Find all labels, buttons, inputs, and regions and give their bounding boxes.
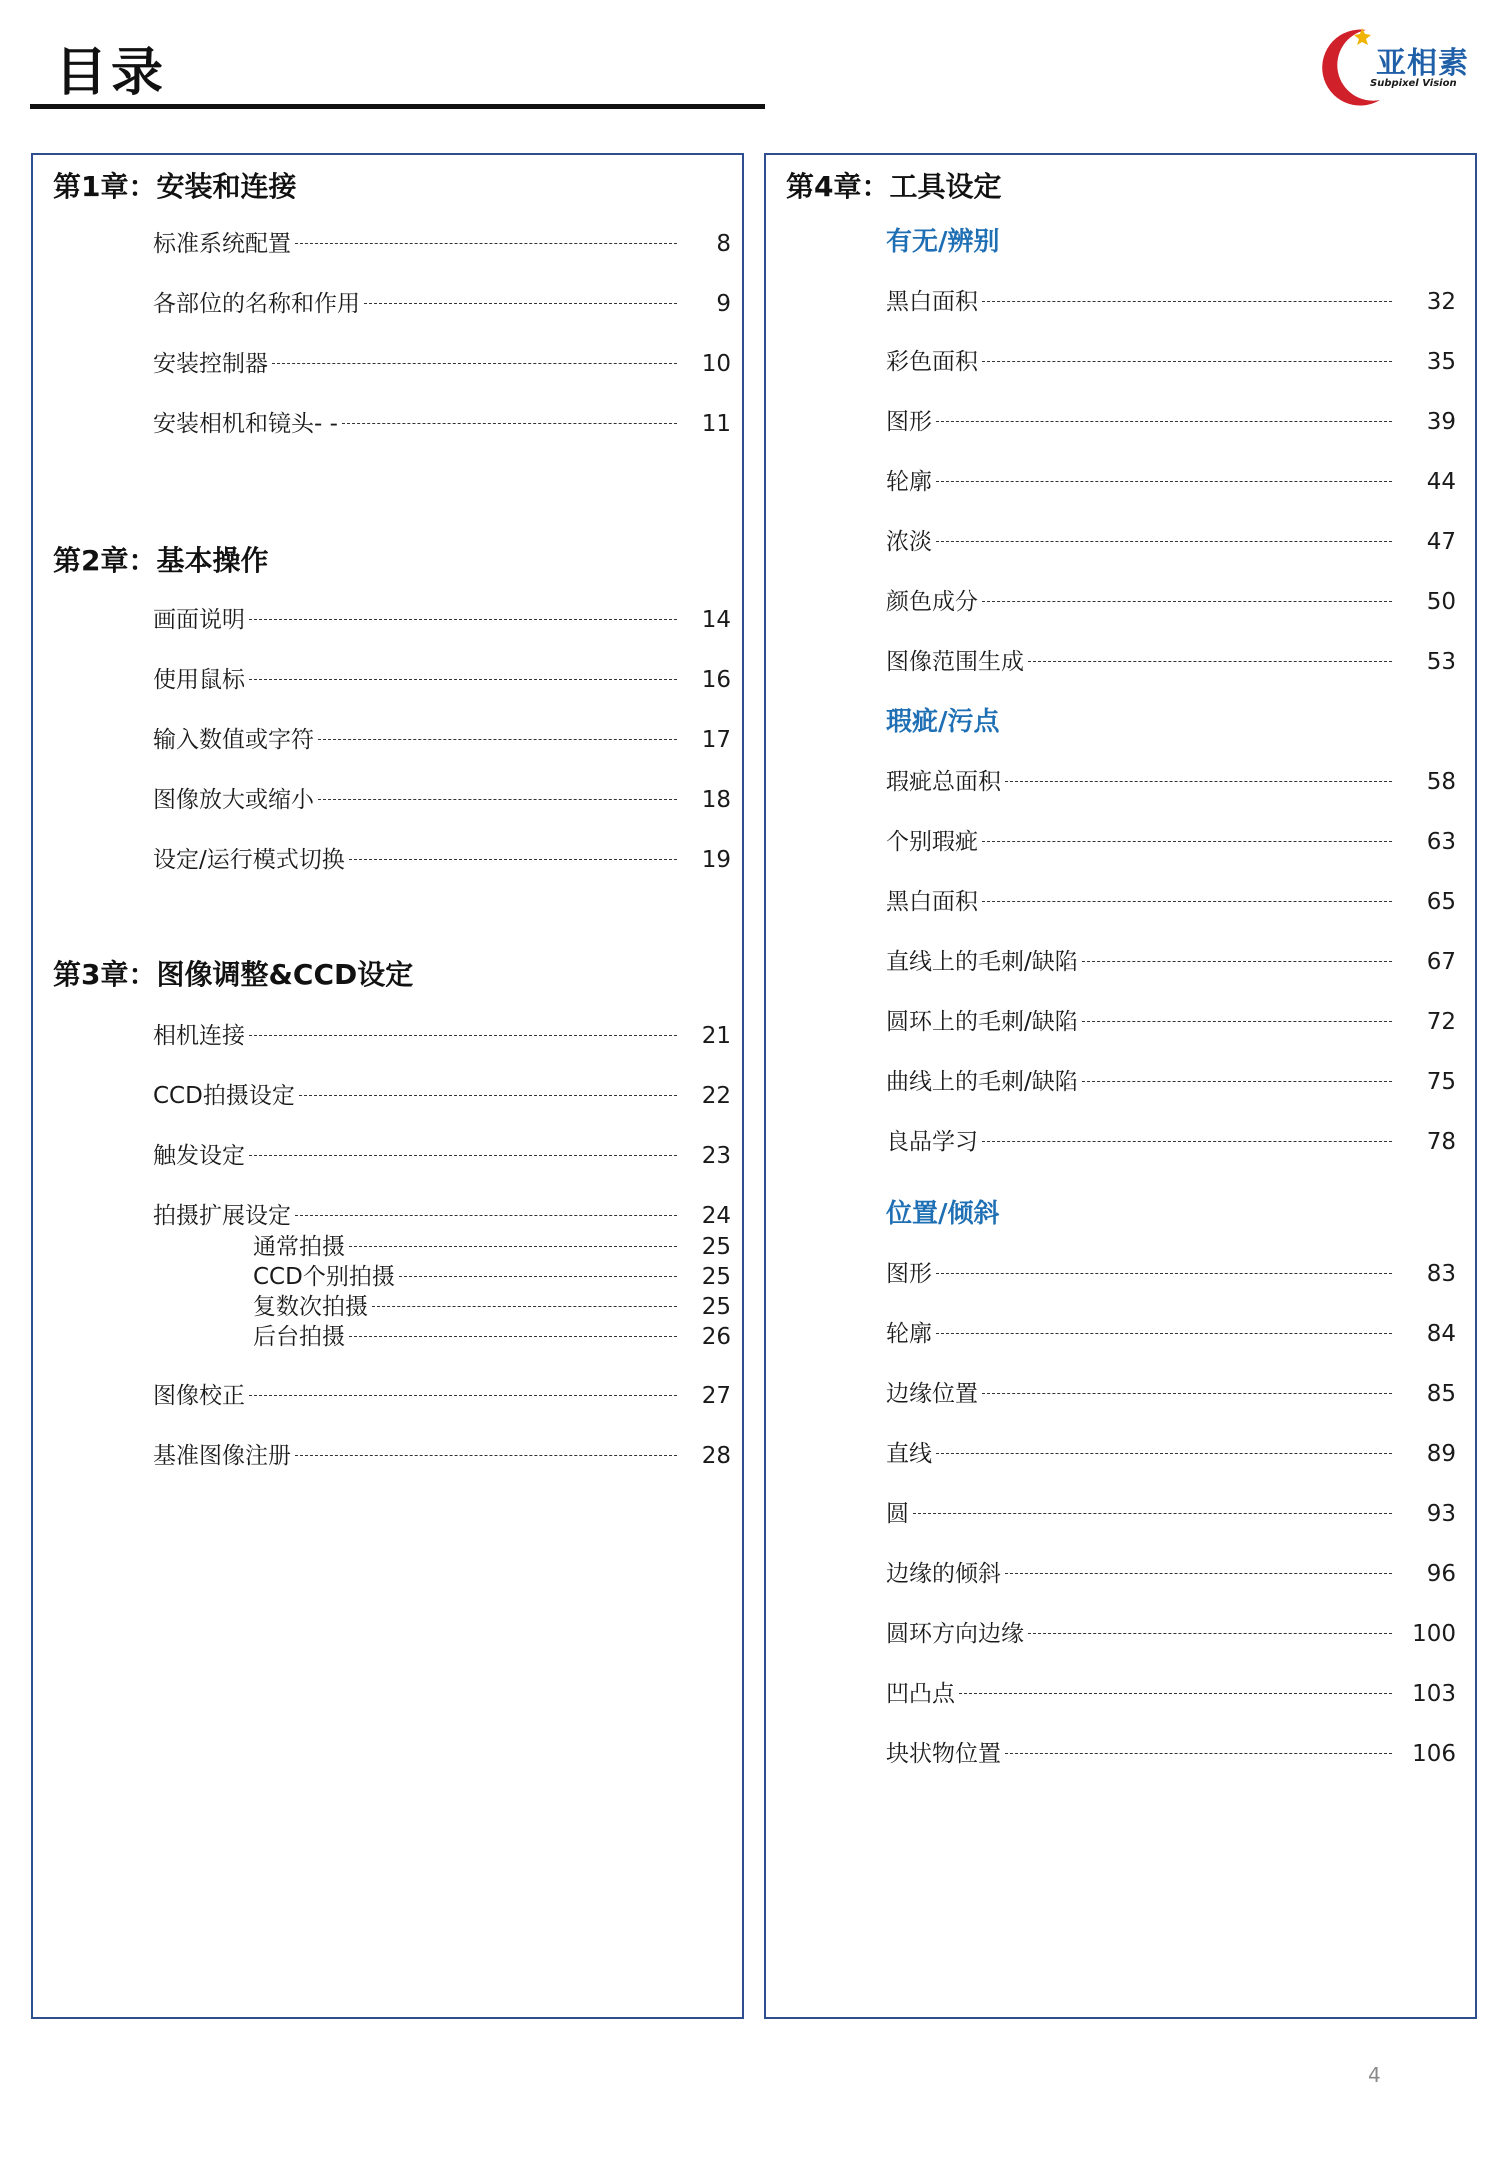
toc-left-panel (31, 153, 744, 2019)
section-title: 位置/倾斜 (886, 1199, 1000, 1229)
toc-entry[interactable]: 输入数值或字符 17 (153, 727, 731, 753)
toc-entry[interactable]: 曲线上的毛刺/缺陷 75 (886, 1069, 1456, 1095)
section-title: 瑕疵/污点 (886, 707, 1000, 737)
toc-entry[interactable]: 颜色成分 50 (886, 589, 1456, 615)
chapter-4-title: 第4章：工具设定 (786, 170, 1002, 203)
toc-entry[interactable]: 圆 93 (886, 1501, 1456, 1527)
toc-sub-entry[interactable]: 通常拍摄 25 (253, 1234, 731, 1260)
toc-entry[interactable]: 标准系统配置 8 (153, 231, 731, 257)
chapter-1-title: 第1章：安装和连接 (53, 170, 297, 203)
chapter-2-title: 第2章：基本操作 (53, 544, 269, 577)
title-underline (30, 104, 765, 109)
toc-entry[interactable]: 凹凸点 103 (886, 1681, 1456, 1707)
toc-entry[interactable]: 拍摄扩展设定 24 (153, 1203, 731, 1229)
company-logo (1318, 22, 1478, 112)
toc-entry[interactable]: 边缘位置 85 (886, 1381, 1456, 1407)
toc-entry[interactable]: 轮廓 44 (886, 469, 1456, 495)
toc-entry[interactable]: 使用鼠标 16 (153, 667, 731, 693)
page-number: 4 (1368, 2063, 1381, 2087)
toc-entry[interactable]: 图像校正 27 (153, 1383, 731, 1409)
toc-entry[interactable]: 圆环方向边缘 100 (886, 1621, 1456, 1647)
toc-entry[interactable]: 安装相机和镜头- - 11 (153, 411, 731, 437)
toc-entry[interactable]: 图像放大或缩小 18 (153, 787, 731, 813)
toc-entry[interactable]: 直线上的毛刺/缺陷 67 (886, 949, 1456, 975)
toc-entry[interactable]: 块状物位置 106 (886, 1741, 1456, 1767)
toc-entry[interactable]: 图形 83 (886, 1261, 1456, 1287)
toc-entry[interactable]: 直线 89 (886, 1441, 1456, 1467)
toc-entry[interactable]: 边缘的倾斜 96 (886, 1561, 1456, 1587)
toc-entry[interactable]: 触发设定 23 (153, 1143, 731, 1169)
logo-subtitle: Subpixel Vision (1370, 78, 1457, 89)
toc-entry[interactable]: 图形 39 (886, 409, 1456, 435)
toc-sub-entry[interactable]: CCD个别拍摄 25 (253, 1264, 731, 1290)
toc-entry[interactable]: 画面说明 14 (153, 607, 731, 633)
toc-entry[interactable]: 各部位的名称和作用 9 (153, 291, 731, 317)
toc-entry[interactable]: 瑕疵总面积 58 (886, 769, 1456, 795)
toc-entry[interactable]: 安装控制器 10 (153, 351, 731, 377)
toc-entry[interactable]: 圆环上的毛刺/缺陷 72 (886, 1009, 1456, 1035)
toc-sub-entry[interactable]: 后台拍摄 26 (253, 1324, 731, 1350)
toc-entry[interactable]: 相机连接 21 (153, 1023, 731, 1049)
toc-entry[interactable]: 设定/运行模式切换 19 (153, 847, 731, 873)
toc-entry[interactable]: 基准图像注册 28 (153, 1443, 731, 1469)
toc-entry[interactable]: CCD拍摄设定 22 (153, 1083, 731, 1109)
page-title: 目录 (55, 43, 168, 103)
toc-right-panel (764, 153, 1477, 2019)
toc-sub-entry[interactable]: 复数次拍摄 25 (253, 1294, 731, 1320)
toc-entry[interactable]: 轮廓 84 (886, 1321, 1456, 1347)
toc-entry[interactable]: 黑白面积 65 (886, 889, 1456, 915)
section-title: 有无/辨别 (886, 227, 1000, 257)
toc-entry[interactable]: 良品学习 78 (886, 1129, 1456, 1155)
toc-entry[interactable]: 图像范围生成 53 (886, 649, 1456, 675)
toc-entry[interactable]: 黑白面积 32 (886, 289, 1456, 315)
chapter-3-title: 第3章：图像调整&CCD设定 (53, 958, 414, 991)
toc-entry[interactable]: 彩色面积 35 (886, 349, 1456, 375)
toc-entry[interactable]: 浓淡 47 (886, 529, 1456, 555)
logo-name: 亚相素 (1376, 46, 1469, 81)
toc-entry[interactable]: 个别瑕疵 63 (886, 829, 1456, 855)
